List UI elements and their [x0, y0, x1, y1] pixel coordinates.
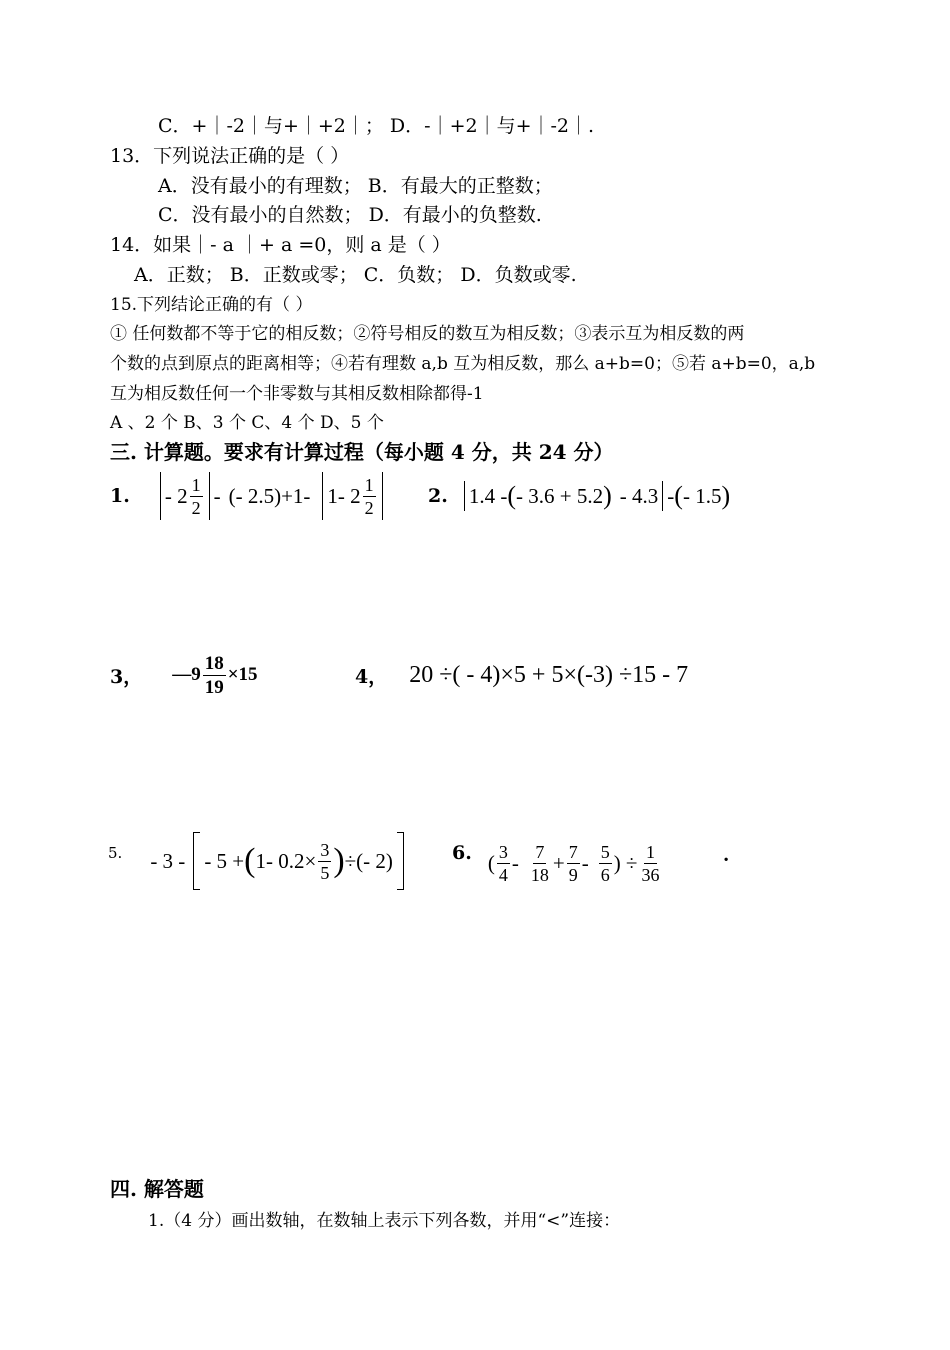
problem-number: 2.: [428, 485, 448, 507]
problem-number: 4，: [355, 665, 388, 688]
math-text: - 5 +: [204, 848, 245, 873]
math-text: ): [721, 481, 731, 510]
calc-problem-4: [355, 658, 688, 692]
q14-options: A．正数； B．正数或零； C．负数； D．负数或零.: [134, 264, 577, 286]
math-text: 1- 2: [327, 483, 361, 508]
section4-q1: 1.（4 分）画出数轴，在数轴上表示下列各数，并用“<”连接：: [148, 1211, 621, 1231]
section4-title: 四. 解答题: [110, 1177, 204, 1201]
math-text: - 1.5: [682, 483, 722, 508]
math-text: (: [244, 842, 256, 879]
calc-problem-1: [110, 470, 387, 522]
q15-line1: ① 任何数都不等于它的相反数；②符号相反的数互为相反数；③表示互为相反数的两: [110, 324, 745, 344]
problem-number: 3，: [110, 665, 143, 688]
fraction: $\frac{18}{19}$: [204, 652, 224, 698]
q12-options-cd: C．+｜-2｜与+｜+2｜； D．-｜+2｜与+｜-2｜.: [158, 115, 595, 137]
math-text: (: [674, 481, 683, 510]
math-text: (: [487, 850, 495, 875]
math-text: 1.4 -: [468, 483, 508, 508]
math-expression: 20 ÷( - 4)×5 + 5×(-3) ÷15 - 7: [409, 661, 689, 688]
math-text: - 4.3: [619, 483, 659, 508]
q13-options-ab: A．没有最小的有理数； B．有最大的正整数；: [158, 175, 553, 197]
fraction: $\frac{1}{2}$: [364, 474, 374, 518]
stray-dot: .: [723, 842, 729, 866]
calc-problem-6: [452, 836, 729, 890]
calc-problem-2: [428, 470, 730, 522]
q15-options: A 、2 个 B、3 个 C、4 个 D、5 个: [110, 413, 384, 433]
math-text: ×15: [227, 664, 258, 685]
fraction: $\frac{1}{36}$: [641, 841, 660, 885]
fraction: $\frac{3}{4}$: [498, 841, 508, 885]
fraction: $\frac{1}{2}$: [191, 474, 201, 518]
math-text: - 2: [164, 483, 188, 508]
math-text: - 3 -: [150, 848, 186, 873]
math-text: ): [603, 481, 612, 510]
calc-problem-3: [110, 648, 258, 702]
q15-line2: 个数的点到原点的距离相等；④若有理数 a,b 互为相反数，那么 a+b=0；⑤若 a+b=0，a,b: [110, 354, 816, 374]
problem-number: 5.: [108, 844, 123, 862]
q14-stem: 14．如果｜- a ｜+ a =0，则 a 是（ ）: [110, 234, 451, 256]
math-text: -: [511, 850, 519, 875]
problem-number: 1.: [110, 485, 130, 507]
math-text: (: [507, 481, 517, 510]
problem-number: 6.: [452, 842, 472, 864]
math-text: (- 2.5)+1-: [228, 483, 311, 508]
section3-title: 三. 计算题。要求有计算过程（每小题 4 分，共 24 分）: [110, 440, 614, 464]
math-text: +: [552, 850, 565, 875]
q15-stem: 15.下列结论正确的有（ ）: [110, 295, 313, 315]
fraction: $\frac{7}{9}$: [568, 841, 578, 885]
math-text: —9: [172, 664, 201, 685]
math-text: -: [667, 483, 675, 508]
math-text: -: [213, 483, 221, 508]
math-text: ): [333, 842, 345, 879]
q13-stem: 13．下列说法正确的是（ ）: [110, 145, 350, 167]
calc-problem-5: [108, 830, 404, 892]
fraction: $\frac{3}{5}$: [320, 839, 330, 883]
q15-line3: 互为相反数任何一个非零数与其相反数相除都得-1: [110, 384, 484, 404]
math-text: ) ÷: [613, 850, 638, 875]
math-text: - 3.6 + 5.2: [516, 483, 604, 508]
math-text: ÷(- 2): [344, 848, 393, 873]
math-text: -: [581, 850, 589, 875]
fraction: $\frac{7}{18}$: [530, 841, 549, 885]
math-text: 1- 0.2×: [255, 848, 317, 873]
fraction: $\frac{5}{6}$: [600, 841, 610, 885]
q13-options-cd: C．没有最小的自然数； D．有最小的负整数.: [158, 204, 542, 226]
